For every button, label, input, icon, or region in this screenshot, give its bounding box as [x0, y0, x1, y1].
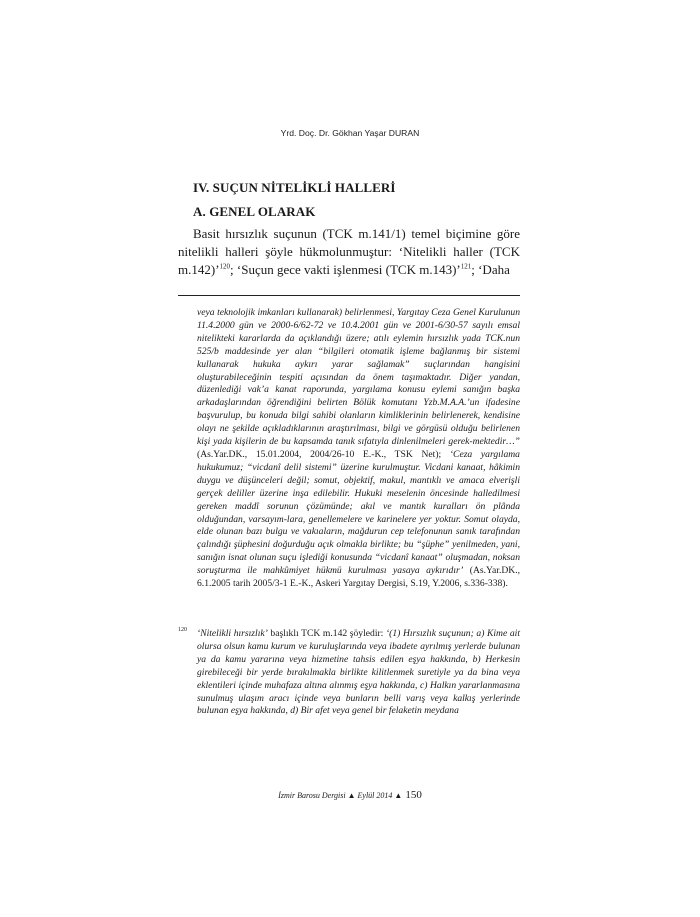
footnote-ref-120[interactable]: 120	[219, 262, 231, 271]
footnote-citation-2: (As.Yar.DK., 6.1.2005 tarih 2005/3-1 E.-K., Askeri Yargıtay Dergisi, S.19, Y.2006, s.336-338).	[197, 565, 520, 590]
body-text-part-1: Basit hırsızlık suçunun (TCK m.141/1) temel biçimine göre nitelikli halleri şöyle hükmolunmuştur: ‘Nitelikli haller (TCK m.142)’	[178, 226, 520, 277]
footnote-120	[197, 628, 520, 718]
footnote-continuation	[197, 307, 520, 591]
footnote-quote-2: ‘Ceza yargılama hukukumuz; “vicdanî delil sistemi” üzerine kurulmuştur. Vicdani kanaat, hâkimin duygu ve düşünceleri değil; somut, objektif, makul, mantıklı ve amaca elverişli gerçek deliller üzerine inşa edilebilir. Hukuki meselenin öncesinde halledilmesi gereken maddî sorunun çözümünde; akıl ve mantık kuralları ön plânda olduğundan, varsayım-lara, genellemelere ve karinelere yer yoktur. Somut olayda, elde olunan bazı bulgu ve vakıaların, mağdurun cep telefonunun sanık tarafından çalındığı şüphesini doğurduğu açık olmakla birlikte; bu “şüphe” yenilmeden, yani, sanığın isnat olunan suçu işlediği konusunda “vicdanî kanaat” oluşmadan, noksan soruşturma ile mahkûmiyet hükmü kurulması yasaya aykırıdır’	[197, 448, 520, 577]
page-footer	[0, 789, 700, 801]
body-paragraph	[178, 225, 520, 279]
footnote-quote-1: veya teknolojik imkanları kullanarak) belirlenmesi, Yargıtay Ceza Genel Kurulunun 11.4.2000 gün ve 2000-6/62-72 ve 10.4.2001 gün ve 2001-6/30-57 sayılı emsal nitelikteki kararlarda da açıklandığı üzere; atılı eylemin hırsızlık yada TCK.nun 525/b maddesinde yer alan “bilgileri otomatik işleme bağlanmış bir sistemi kullanarak hukuka aykırı yarar sağlamak” suçlarından hangisini oluşturabileceğinin tespiti açısından da önem taşımaktadır. Diğer yandan, düzenlediği vak’a kanat raporunda, yargılama konusu eylemi sanığın başka arkadaşlarından öğrendiğini belirten Bölük komutanı Yzb.M.A.A.’un ifadesine başvurulup, bu konuda bilgi sahibi olanların kimliklerinin belirlenerek, kendisine olayı ne şekilde açıkladıklarının araştırılması, bilgi ve görgüsü olduğu belirlenen kişi yada kişilerin de bu kapsamda tanık sıfatıyla dinlenilmeleri gerek-mektedir…”	[197, 307, 520, 448]
page-number: 150	[405, 789, 422, 801]
footnote-ref-121[interactable]: 121	[460, 262, 472, 271]
section-heading: IV. SUÇUN NİTELİKLİ HALLERİ	[193, 180, 396, 195]
footnote-120-title: ‘Nitelikli hırsızlık’	[197, 628, 268, 639]
body-text-part-2: ; ‘Suçun gece vakti işlenmesi (TCK m.143)’	[230, 262, 461, 277]
footnote-120-quote: ‘(1) Hırsızlık suçunun; a) Kime ait olursa olsun kamu kurum ve kuruluşlarında veya ibadete ayrılmış yerlerde bulunan ya da kamu yararına veya hizmetine tahsis edilen eşya hakkında, b) Herkesin girebileceği bir yerde bırakılmakla birlikte kilitlenmek suretiyle ya da bina veya eklentileri içinde muhafaza altına alınmış eşya hakkında, c) Halkın yararlanmasına sunulmuş ulaşım aracı içinde veya bunların belli varış veya kalkış yerlerinde bulunan eşya hakkında, d) Bir afet veya genel bir felaketin meydana	[197, 628, 520, 717]
subsection-heading: A. GENEL OLARAK	[193, 204, 316, 219]
body-text-part-3: ; ‘Daha	[471, 262, 510, 277]
footnote-marker-120: 120	[178, 627, 187, 633]
journal-name: İzmir Barosu Dergisi ▲ Eylül 2014 ▲	[278, 791, 403, 800]
footnote-120-text: başlıklı TCK m.142 şöyledir:	[267, 628, 386, 639]
footnote-citation-1: (As.Yar.DK., 15.01.2004, 2004/26-10 E.-K., TSK Net);	[197, 448, 450, 460]
footnote-separator	[178, 295, 520, 296]
running-head: Yrd. Doç. Dr. Gökhan Yaşar DURAN	[280, 128, 420, 138]
